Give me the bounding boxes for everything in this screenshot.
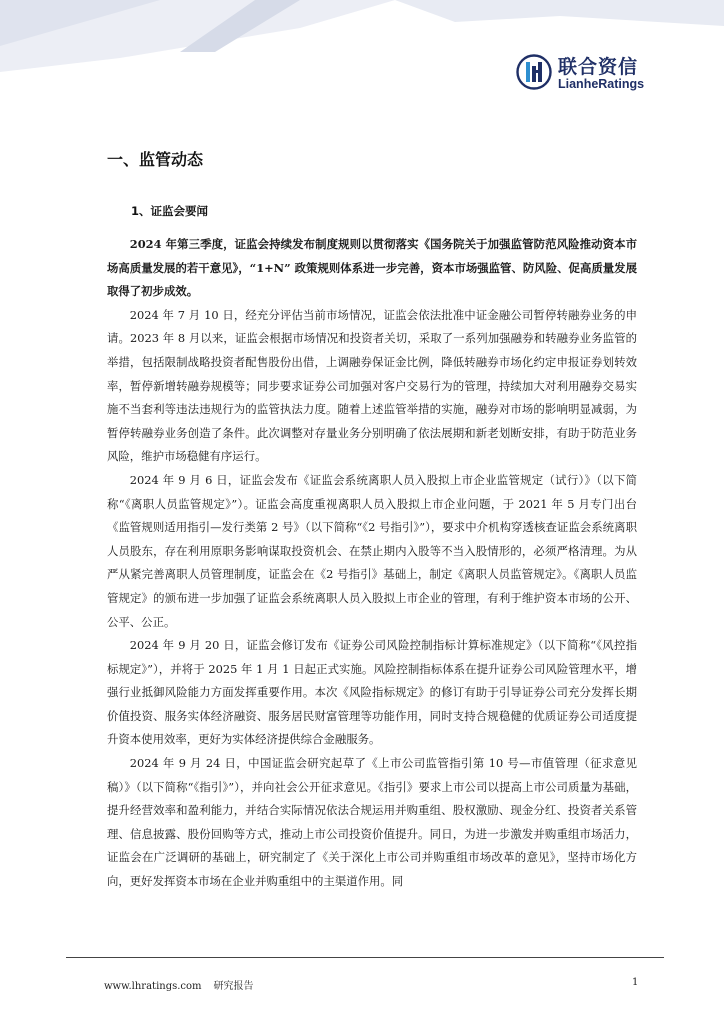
article-body — [107, 233, 637, 894]
section-title: 一、监管动态 — [107, 150, 204, 169]
logo-chinese-name: 联合资信 — [558, 56, 639, 78]
footer-divider — [66, 957, 664, 958]
paragraph-risk-control: 2024 年 9 月 20 日，证监会修订发布《证券公司风险控制指标计算标准规定》（以下简称“《风控指标规定》”），并将于 2025 年 1 月 1 日起正式实施。风险控制指标体系在提升证券公司风险管理水平，增强行业抵御风险能力方面发挥重要作用。本次《风险指标规定》的修订有助于引导证券公司充分发挥长期价值投资、服务实体经济融资、服务居民财富管理等功能作用，同时支持合规稳健的优质证券公司适度提升资本使用效率，更好为实体经济提供综合金融服务。 — [107, 638, 637, 747]
paragraph-departed-staff: 2024 年 9 月 6 日，证监会发布《证监会系统离职人员入股拟上市企业监管规定（试行）》（以下简称“《离职人员监管规定》”）。证监会高度重视离职人员入股拟上市企业问题，于 2021 年 5 月专门出台《监管规则适用指引—发行类第 2 号》（以下简称“《2 号指引》”），要求中介机构穿透核查证监会系统离职人员股东，存在利用原职务影响谋取投资机会、在禁止期内入股等不当入股情形的，必须严格清理。为从严从紧完善离职人员管理制度，证监会在《2 号指引》基础上，制定《离职人员监管规定》。《离职人员监管规定》的颁布进一步加强了证监会系统离职人员入股拟上市企业的管理，有利于维护资本市场的公开、公平、公正。 — [107, 472, 637, 629]
footer-website[interactable]: www.lhratings.com — [104, 981, 202, 992]
paragraph-transfer-lending: 2024 年 7 月 10 日，经充分评估当前市场情况，证监会依法批准中证金融公司暂停转融券业务的申请。2023 年 8 月以来，证监会根据市场情况和投资者关切，采取了一系列加强融券和转融券业务监管的举措，包括限制战略投资者配售股份出借，上调融券保证金比例，降低转融券市场化约定申报证券划转效率，暂停新增转融券规模等；同步要求证券公司加强对客户交易行为的管理，持续加大对利用融券交易实施不当套利等违法违规行为的监管执法力度。随着上述监管举措的实施，融券对市场的影响明显减弱，为暂停转融券业务创造了条件。此次调整对存量业务分别明确了依法展期和新老划断安排，有助于防范业务风险，维护市场稳健有序运行。 — [107, 307, 637, 464]
company-logo — [516, 52, 716, 96]
page-number: 1 — [632, 977, 639, 988]
footer-info — [104, 977, 254, 992]
logo-english-name: LianheRatings — [558, 77, 645, 91]
lead-paragraph: 2024 年第三季度，证监会持续发布制度规则以贯彻落实《国务院关于加强监管防范风险推动资本市场高质量发展的若干意见》，“1+N” 政策规则体系进一步完善，资本市场强监管、防风险、促高质量发展取得了初步成效。 — [107, 237, 637, 299]
paragraph-market-value: 2024 年 9 月 24 日，中国证监会研究起草了《上市公司监管指引第 10 号—市值管理（征求意见稿）》（以下简称“《指引》”），并向社会公开征求意见。《指引》要求上市公司以提高上市公司质量为基础，提升经营效率和盈利能力，并结合实际情况依法合规运用并购重组、股权激励、现金分红、投资者关系管理、信息披露、股份回购等方式，推动上市公司投资价值提升。同日，为进一步激发并购重组市场活力，证监会在广泛调研的基础上，研究制定了《关于深化上市公司并购重组市场改革的意见》，坚持市场化方向，更好发挥资本市场在企业并购重组中的主渠道作用。同 — [107, 756, 637, 889]
subsection-title: 1、证监会要闻 — [131, 204, 209, 218]
decor-band-right — [395, 0, 724, 26]
lianhe-logo-icon — [516, 54, 552, 90]
footer-label: 研究报告 — [213, 981, 254, 992]
